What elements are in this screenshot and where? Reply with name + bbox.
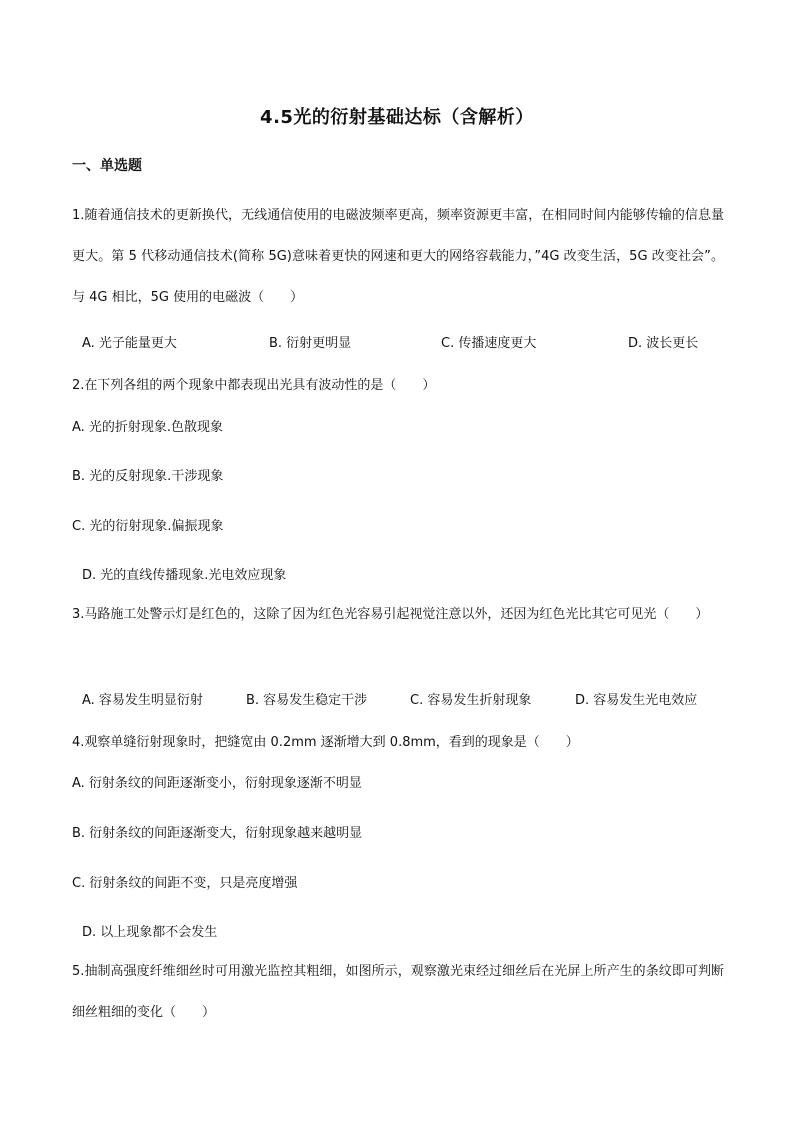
- option-c: C. 容易发生折射现象: [410, 693, 532, 708]
- option-d: D. 波长更长: [628, 336, 699, 351]
- question-3-text: 3.马路施工处警示灯是红色的，这除了因为红色光容易引起视觉注意以外，还因为红色光比其它可见光（ ）: [72, 607, 709, 622]
- document-title: 4.5光的衍射基础达标（含解析）: [260, 107, 534, 128]
- option-b: B. 衍射条纹的间距逐渐变大，衍射现象越来越明显: [72, 826, 363, 841]
- option-a: A. 衍射条纹的间距逐渐变小，衍射现象逐渐不明显: [72, 776, 362, 791]
- question-5-text: 5.抽制高强度纤维细丝时可用激光监控其粗细，如图所示，观察激光束经过细丝后在光屏上所产生的条纹即可判断细丝粗细的变化（ ）: [72, 964, 724, 1020]
- option-c: C. 传播速度更大: [441, 336, 537, 351]
- option-d: D. 容易发生光电效应: [575, 693, 698, 708]
- option-c: C. 衍射条纹的间距不变，只是亮度增强: [72, 876, 298, 891]
- option-a: A. 光的折射现象.色散现象: [72, 420, 224, 435]
- option-b: B. 容易发生稳定干涉: [246, 693, 368, 708]
- option-d: D. 以上现象都不会发生: [82, 925, 218, 940]
- question-1-options: [72, 332, 724, 352]
- option-a: A. 容易发生明显衍射: [82, 693, 203, 708]
- question-4-text: 4.观察单缝衍射现象时，把缝宽由 0.2mm 逐渐增大到 0.8mm，看到的现象是（ ）: [72, 735, 579, 750]
- option-b: B. 衍射更明显: [269, 336, 352, 351]
- option-b: B. 光的反射现象.干涉现象: [72, 469, 224, 484]
- question-2-text: 2.在下列各组的两个现象中都表现出光具有波动性的是（ ）: [72, 378, 436, 393]
- question-3-options: [72, 689, 724, 709]
- option-a: A. 光子能量更大: [82, 336, 177, 351]
- option-c: C. 光的衍射现象.偏振现象: [72, 519, 224, 534]
- question-1-text: 1.随着通信技术的更新换代，无线通信使用的电磁波频率更高，频率资源更丰富，在相同时间内能够传输的信息量更大。第 5 代移动通信技术(简称 5G)意味着更快的网速和更大的网络容载能力，”4G 改变生活，5G 改变社会”。与 4G 相比，5G 使用的电磁波（ ）: [72, 208, 724, 305]
- option-d: D. 光的直线传播现象.光电效应现象: [82, 568, 287, 583]
- section-heading: 一、单选题: [72, 158, 142, 174]
